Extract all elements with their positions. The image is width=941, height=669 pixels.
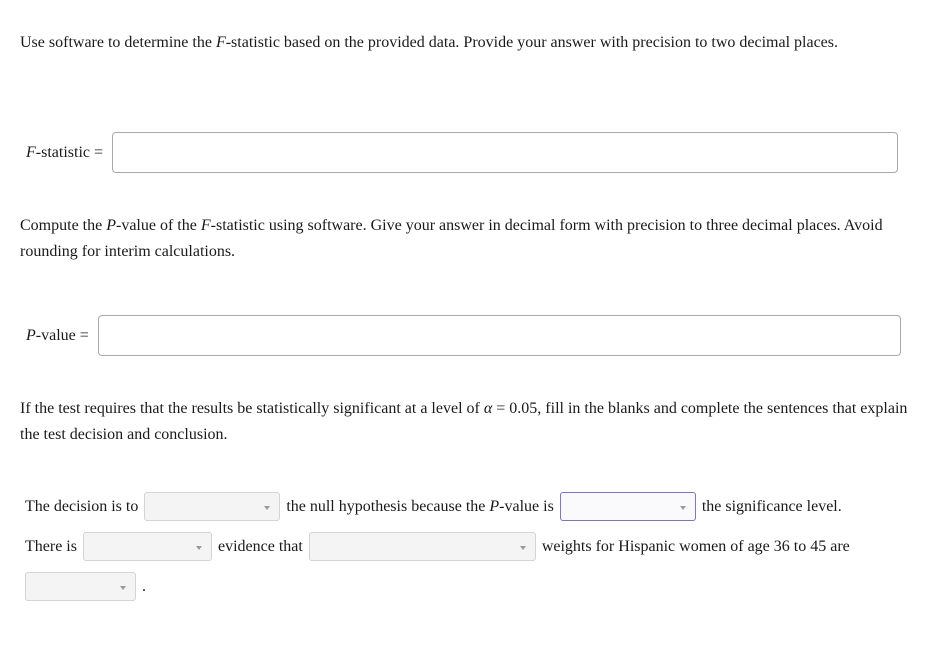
- question-1-prompt: Use software to determine the F-statistic based on the provided data. Provide your answer with precision to two decimal places.: [20, 34, 838, 51]
- f-variable: F: [215, 34, 226, 51]
- chevron-down-icon: [120, 586, 126, 590]
- question-2-prompt: Compute the P-value of the F-statistic using software. Give your answer in decimal form with precision to three decimal places. Avoid rounding for interim calculations.: [20, 217, 883, 260]
- p-value-label: P-value =: [26, 326, 89, 344]
- decision-dropdown[interactable]: [144, 492, 280, 521]
- p-value-input[interactable]: [98, 315, 901, 356]
- sentence-period: .: [142, 577, 146, 595]
- conclusion-text-2: evidence that: [217, 537, 303, 555]
- decision-sentence: [25, 492, 842, 521]
- conclusion-sentence: [25, 532, 850, 561]
- evidence-dropdown[interactable]: [83, 532, 212, 561]
- decision-text-3: the significance level.: [701, 497, 842, 515]
- decision-text-2: the null hypothesis because the P-value is: [286, 497, 554, 515]
- chevron-down-icon: [680, 506, 686, 510]
- comparison-result-dropdown[interactable]: [25, 572, 136, 601]
- conclusion-text-3: weights for Hispanic women of age 36 to 45 are: [541, 537, 850, 555]
- f-statistic-label: F-statistic =: [26, 143, 104, 161]
- question-3-prompt: If the test requires that the results be statistically significant at a level of α = 0.05, fill in the blanks and complete the sentences that explain the test decision and conclusion.: [20, 400, 908, 443]
- chevron-down-icon: [264, 506, 270, 510]
- chevron-down-icon: [196, 546, 202, 550]
- f-statistic-input[interactable]: [112, 132, 898, 173]
- chevron-down-icon: [520, 546, 526, 550]
- conclusion-sentence-end: [25, 572, 146, 601]
- comparison-dropdown[interactable]: [560, 492, 696, 521]
- decision-text-1: The decision is to: [25, 497, 139, 515]
- conclusion-text-1: There is: [25, 537, 77, 555]
- f-statistic-row: [26, 132, 898, 173]
- alpha-symbol: α: [483, 400, 493, 417]
- p-value-row: [26, 315, 901, 356]
- claim-dropdown[interactable]: [309, 532, 536, 561]
